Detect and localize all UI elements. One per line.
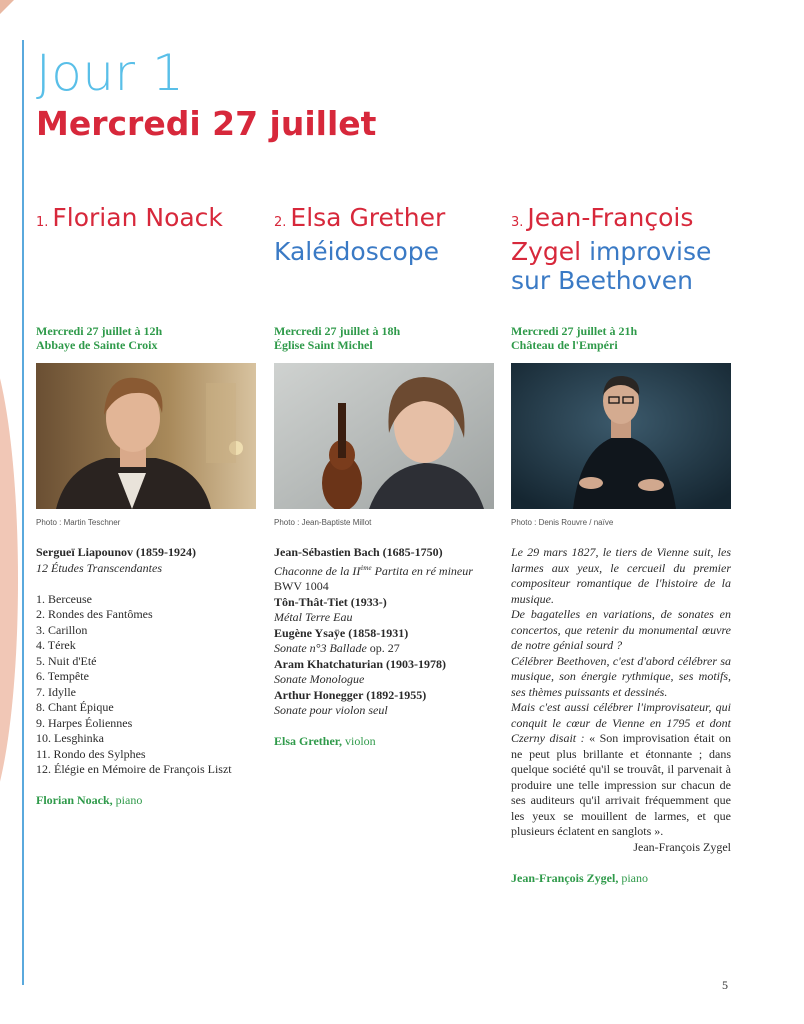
composer: Aram Khatchaturian (1903-1978) [274,656,446,671]
work-title: Sonate pour violon seul [274,703,388,717]
performer-instrument: piano [112,793,143,807]
artist-photo [274,363,494,509]
artist-photo [511,363,731,509]
margin-rule [22,40,24,985]
concert-title [36,203,266,237]
piece-item: 5. Nuit d'Eté [36,653,97,668]
day-heading: Jour 1 [36,44,185,102]
work-title: Sonate Monologue [274,672,365,686]
performer-instrument: violon [342,734,376,748]
date-heading: Mercredi 27 juillet [36,104,377,143]
concert-subtitle: Kaléidoscope [274,237,440,266]
piece-item: 8. Chant Épique [36,700,114,714]
program [36,545,258,809]
piece-item: 1. Berceuse [36,591,92,606]
composer: Jean-Sébastien Bach (1685-1750) [274,545,443,559]
composer: Sergueï Liapounov (1859-1924) [36,545,197,559]
concert-number: 1. [36,215,49,230]
concert-venue: Église Saint Michel [274,338,373,352]
description-paragraph: Mais c'est aussi célébrer l'improvisateur, qui conquit le cœur de Vienne en 1795 et dont Czerny disait : « Son improvisation était on ne peut plus brillante et étonnante ; dans quelque société qu'il se trouvât, il parvenait à produire une telle impression sur chacun de ses auditeurs qu'il arrivait fréquemment que les yeux se mouillent de larmes, et que plusieurs éclatent en sanglots ». [511,700,731,838]
performer-instrument: piano [618,870,648,885]
performer-credit [511,871,731,887]
composer: Eugène Ysaÿe (1858-1931) [274,625,409,640]
work-catalog: BWV 1004 [274,579,329,593]
concert-datetime: Mercredi 27 juillet à 21h [511,324,638,338]
performer-name: Florian Noack, [36,793,113,807]
artist-name: Florian Noack [52,203,223,232]
photo-credit: Photo : Jean-Baptiste Millot [274,518,372,527]
performer-name: Elsa Grether, [274,734,342,748]
piece-item: 12. Élégie en Mémoire de François Liszt [36,762,232,776]
piece-item: 9. Harpes Éoliennes [36,715,133,730]
artist-photo [36,363,256,509]
program [274,545,496,750]
description-paragraph: Le 29 mars 1827, le tiers de Vienne suit, les larmes aux yeux, le cercueil du premier compositeur romantique de l'histoire de la musique. [511,545,731,606]
piece-item: 7. Idylle [36,684,76,699]
concert-description [511,545,731,886]
photo-credit: Photo : Denis Rouvre / naïve [511,518,614,527]
piece-item: 2. Rondes des Fantômes [36,607,153,621]
concert-venue: Abbaye de Sainte Croix [36,338,158,352]
corner-decoration [0,0,14,14]
photo-credit: Photo : Martin Teschner [36,518,121,527]
piece-item: 3. Carillon [36,622,88,637]
concert-venue: Château de l'Empéri [511,338,618,352]
concert-title [511,203,741,295]
work-title: 12 Études Transcendantes [36,560,162,575]
description-paragraph: Célébrer Beethoven, c'est d'abord célébrer sa musique, son énergie rythmique, ses motifs, ses thèmes puissants et dessinés. [511,653,731,699]
work-title: Sonate n°3 Ballade op. 27 [274,641,400,655]
concert-number: 3. [511,215,524,230]
piece-item: 10. Lesghinka [36,731,104,745]
artist-name: Elsa Grether [290,203,446,232]
quote-signature: Jean-François Zygel [633,839,731,854]
artist-name: Jean-François Zygel [511,203,694,266]
piece-item: 6. Tempête [36,669,89,683]
composer: Arthur Honegger (1892-1955) [274,687,427,702]
piece-item: 4. Térek [36,638,76,652]
performer-credit [36,793,258,809]
performer-name: Jean-François Zygel, [511,870,619,885]
concert-schedule [511,324,637,352]
concert-datetime: Mercredi 27 juillet à 12h [36,324,163,338]
concert-schedule [36,324,162,352]
decorative-arc [0,330,18,830]
concert-subtitle: improvise sur Beethoven [511,237,712,295]
work-title: Chaconne de la IIème Partita en ré mineur [274,563,473,578]
concert-title [274,203,504,266]
composer: Tôn-Thât-Tiet (1933-) [274,594,387,609]
description-paragraph: De bagatelles en variations, de sonates en concertos, que retenir du monumental œuvre de notre génial sourd ? [511,607,731,652]
piece-item: 11. Rondo des Sylphes [36,746,146,761]
performer-credit [274,734,496,750]
page-number: 5 [722,978,728,992]
concert-number: 2. [274,215,287,230]
work-title: Métal Terre Eau [274,610,353,624]
concert-datetime: Mercredi 27 juillet à 18h [274,324,401,338]
concert-schedule [274,324,400,352]
